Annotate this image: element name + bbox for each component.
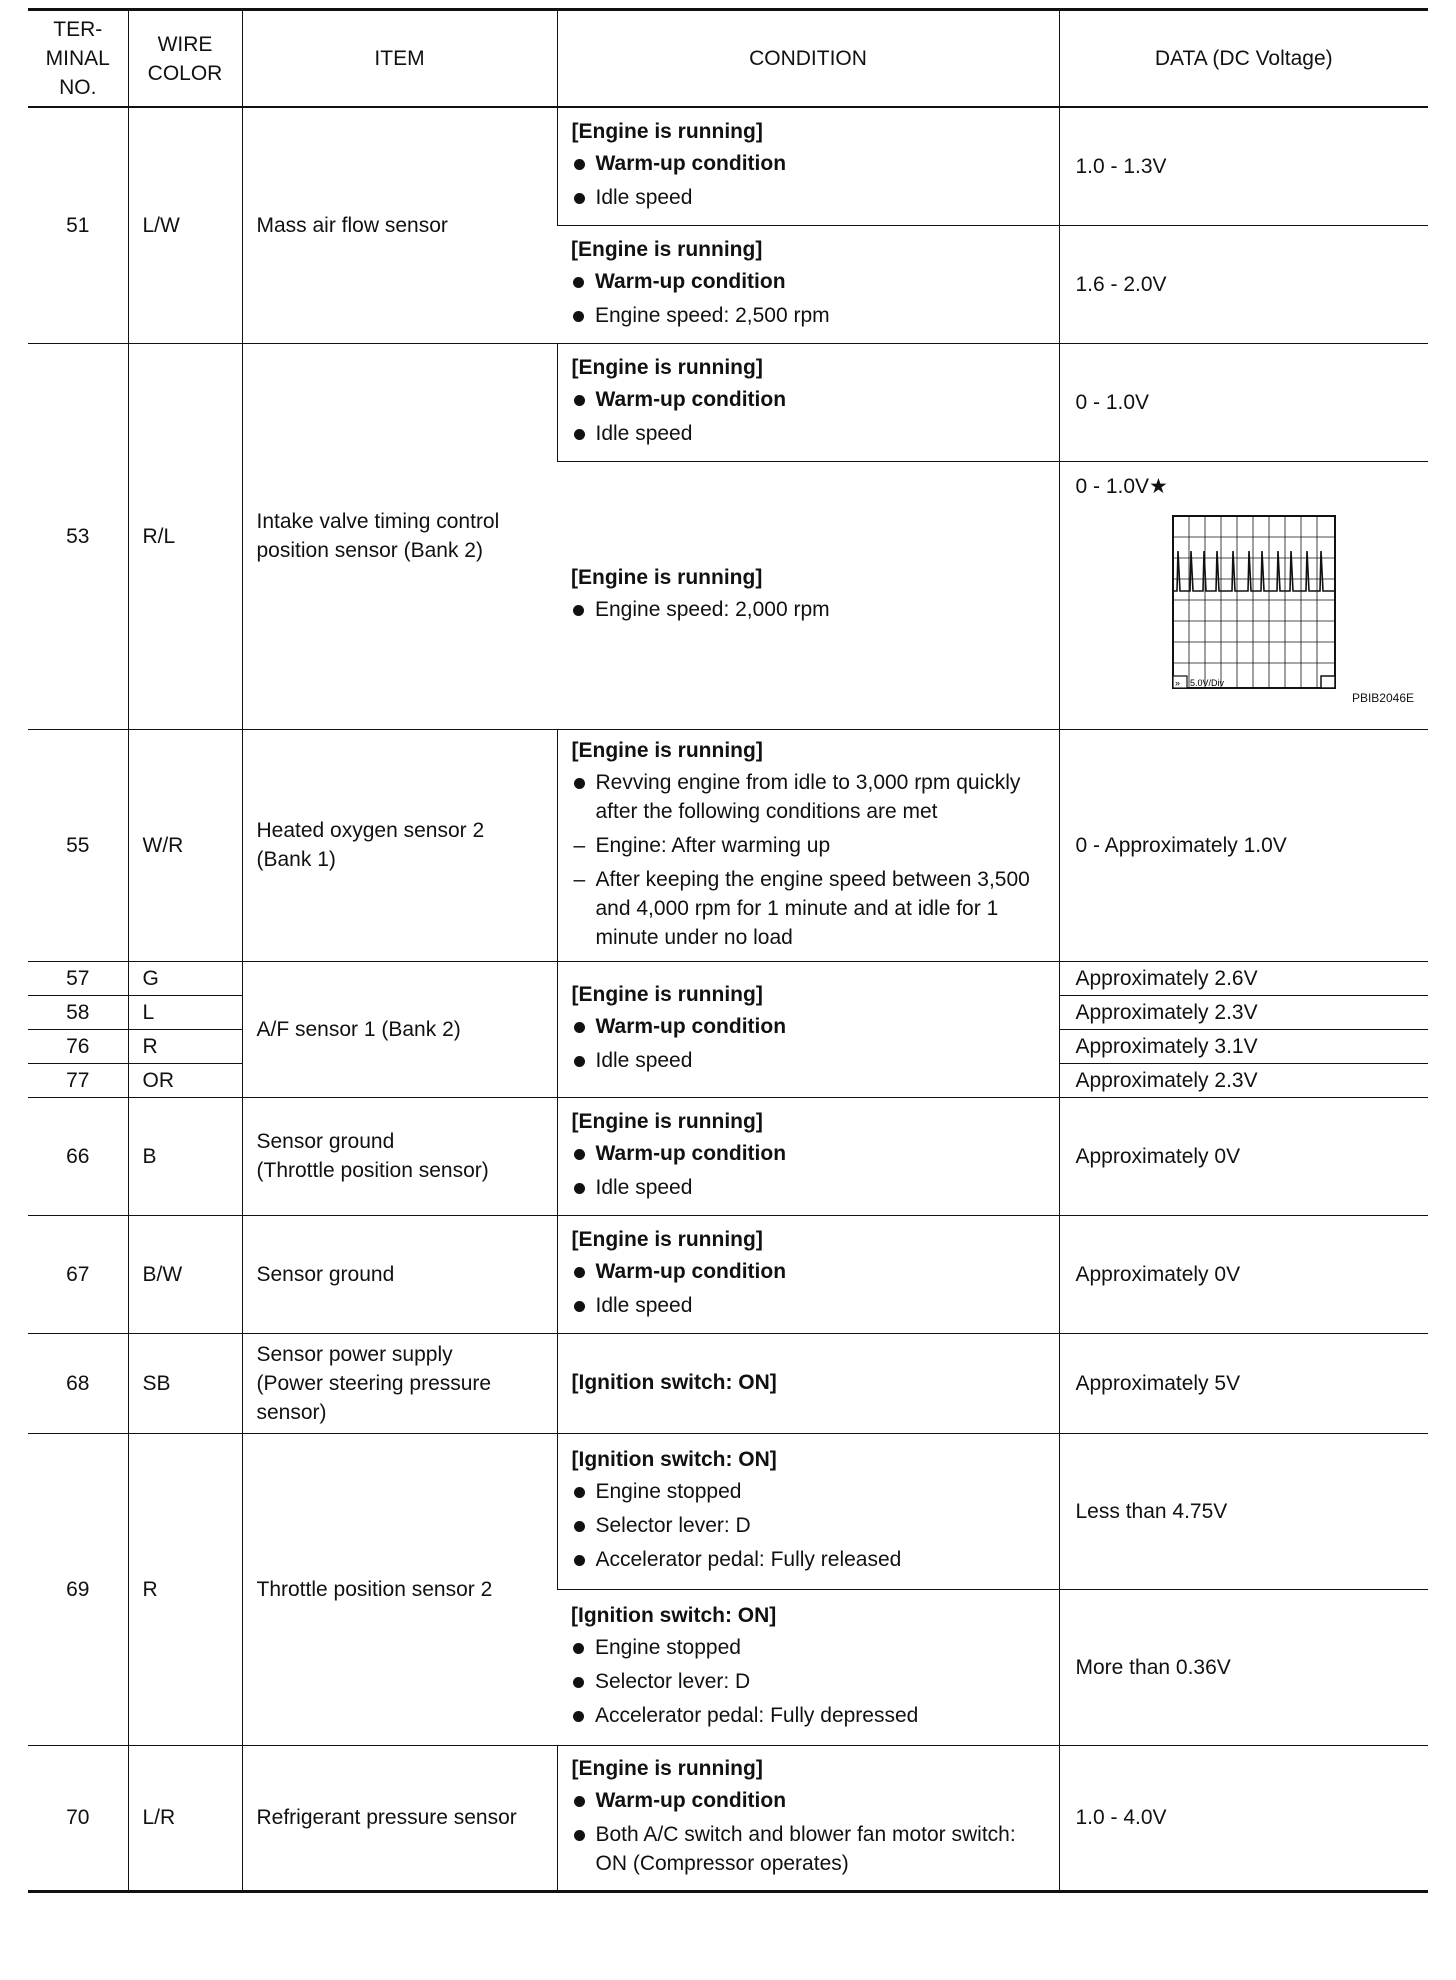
item-name: Refrigerant pressure sensor <box>242 1745 557 1891</box>
list-item <box>572 1139 1045 1168</box>
list-item <box>571 1667 1045 1696</box>
bullet-icon <box>574 1149 585 1160</box>
bullet-icon <box>573 1677 584 1688</box>
ecm-terminal-table-page <box>28 8 1428 1893</box>
list-item <box>572 419 1045 448</box>
condition-cell <box>557 961 1059 1097</box>
item-line: (Power steering pressure <box>256 1371 492 1395</box>
condition-header: [Engine is running] <box>571 238 763 261</box>
data-cell-with-waveform <box>1059 461 1428 729</box>
wire-color: L <box>128 995 242 1029</box>
terminal-number: 76 <box>28 1029 128 1063</box>
data-voltage: Approximately 0V <box>1059 1215 1428 1333</box>
wire-color: L/R <box>128 1745 242 1891</box>
data-voltage: 1.0 - 1.3V <box>1059 107 1428 225</box>
data-voltage: 1.0 - 4.0V <box>1059 1745 1428 1891</box>
condition-header: [Engine is running] <box>571 356 763 379</box>
condition-text: Engine speed: 2,500 rpm <box>595 304 830 327</box>
item-name: Sensor ground <box>242 1215 557 1333</box>
table-header-row <box>28 10 1428 108</box>
condition-text: Warm-up condition <box>595 152 787 176</box>
list-item <box>572 385 1045 414</box>
condition-cell <box>557 1589 1059 1745</box>
terminal-number: 70 <box>28 1745 128 1891</box>
table-row <box>28 1433 1428 1589</box>
list-item <box>571 1701 1045 1730</box>
figure-code: PBIB2046E <box>1351 690 1414 705</box>
list-item <box>572 1257 1045 1286</box>
item-line: sensor) <box>256 1400 327 1424</box>
list-item <box>572 1820 1045 1878</box>
table-row <box>28 1333 1428 1433</box>
list-item <box>571 1633 1045 1662</box>
condition-header: [Engine is running] <box>571 1228 763 1251</box>
condition-text: Both A/C switch and blower fan motor switch: ON (Compressor operates) <box>595 1823 1016 1875</box>
list-item <box>572 1291 1045 1320</box>
condition-header: [Ignition switch: ON] <box>571 1371 777 1394</box>
item-name: Intake valve timing control position sensor (Bank 2) <box>242 343 557 729</box>
bullet-icon <box>573 1711 584 1722</box>
terminal-number: 51 <box>28 107 128 343</box>
data-voltage: Approximately 0V <box>1059 1097 1428 1215</box>
condition-cell <box>557 1097 1059 1215</box>
condition-cell <box>557 1215 1059 1333</box>
table-row <box>28 729 1428 961</box>
terminal-number: 57 <box>28 961 128 995</box>
condition-text: Warm-up condition <box>595 1789 787 1812</box>
list-item <box>572 831 1045 860</box>
condition-cell <box>557 729 1059 961</box>
condition-text: Selector lever: D <box>595 1514 751 1537</box>
bullet-icon <box>574 1487 585 1498</box>
list-item <box>572 183 1045 212</box>
condition-header: [Engine is running] <box>571 566 763 589</box>
bullet-icon <box>574 429 585 440</box>
condition-text: Revving engine from idle to 3,000 rpm quickly after the following conditions are met <box>595 770 1021 823</box>
terminal-number: 69 <box>28 1433 128 1745</box>
list-item <box>571 595 1045 624</box>
condition-header: [Engine is running] <box>571 1110 763 1133</box>
condition-text: Engine: After warming up <box>595 833 831 857</box>
data-voltage: 0 - 1.0V <box>1059 343 1428 461</box>
condition-text: Warm-up condition <box>595 270 786 293</box>
condition-text: Accelerator pedal: Fully depressed <box>595 1704 919 1727</box>
dash-icon: – <box>573 867 586 891</box>
bullet-icon <box>574 1521 585 1532</box>
condition-text: After keeping the engine speed between 3,500 and 4,000 rpm for 1 minute and at idle for 1 minute under no load <box>595 867 1030 949</box>
condition-cell <box>557 107 1059 225</box>
terminal-number: 66 <box>28 1097 128 1215</box>
terminal-number: 53 <box>28 343 128 729</box>
bullet-icon <box>574 1183 585 1194</box>
scope-corner-box <box>1321 676 1335 688</box>
bullet-icon <box>573 1643 584 1654</box>
condition-cell <box>557 1333 1059 1433</box>
wire-color: B/W <box>128 1215 242 1333</box>
data-voltage: Approximately 2.3V <box>1059 1063 1428 1097</box>
list-item <box>571 267 1045 296</box>
item-name: Heated oxygen sensor 2 (Bank 1) <box>242 729 557 961</box>
oscilloscope-waveform <box>1076 511 1415 711</box>
data-voltage: 1.6 - 2.0V <box>1059 225 1428 343</box>
condition-header: [Ignition switch: ON] <box>571 1604 777 1627</box>
item-name: Throttle position sensor 2 <box>242 1433 557 1745</box>
table-row <box>28 1097 1428 1215</box>
data-voltage: Approximately 3.1V <box>1059 1029 1428 1063</box>
terminal-number: 55 <box>28 729 128 961</box>
condition-text: Engine stopped <box>595 1480 742 1503</box>
condition-text: Idle speed <box>595 422 693 445</box>
condition-cell <box>557 461 1059 729</box>
item-line: Sensor ground <box>256 1130 395 1153</box>
bullet-icon <box>574 193 585 204</box>
data-voltage: Less than 4.75V <box>1059 1433 1428 1589</box>
condition-header: [Engine is running] <box>571 983 763 1006</box>
item-name: A/F sensor 1 (Bank 2) <box>242 961 557 1097</box>
bullet-icon <box>574 1267 585 1278</box>
bullet-icon <box>574 1056 585 1067</box>
wire-color: W/R <box>128 729 242 961</box>
list-item <box>572 1511 1045 1540</box>
wire-color: SB <box>128 1333 242 1433</box>
scope-frame <box>1173 516 1335 688</box>
bullet-icon <box>574 1022 585 1033</box>
list-item <box>572 1477 1045 1506</box>
channel-arrow-icon: » <box>1174 677 1180 688</box>
header-wire-color: WIRE COLOR <box>128 10 242 108</box>
list-item <box>572 1786 1045 1815</box>
item-name <box>242 1097 557 1215</box>
bullet-icon <box>573 277 584 288</box>
data-voltage: Approximately 5V <box>1059 1333 1428 1433</box>
table-row <box>28 343 1428 461</box>
condition-text: Idle speed <box>595 1176 693 1199</box>
terminal-number: 68 <box>28 1333 128 1433</box>
condition-text: Idle speed <box>595 1049 693 1072</box>
bullet-icon <box>574 1796 585 1807</box>
bullet-icon <box>573 311 584 322</box>
bullet-icon <box>574 395 585 406</box>
data-voltage: More than 0.36V <box>1059 1589 1428 1745</box>
condition-header: [Engine is running] <box>571 120 763 144</box>
header-item: ITEM <box>242 10 557 108</box>
terminal-reference-table <box>28 8 1428 1893</box>
condition-text: Engine speed: 2,000 rpm <box>595 598 830 621</box>
terminal-number: 58 <box>28 995 128 1029</box>
bullet-icon <box>573 605 584 616</box>
terminal-number: 77 <box>28 1063 128 1097</box>
item-line: (Throttle position sensor) <box>256 1159 489 1182</box>
condition-header: [Engine is running] <box>571 738 763 762</box>
condition-text: Warm-up condition <box>595 1142 787 1165</box>
list-item <box>571 301 1045 330</box>
header-terminal: TER-MINAL NO. <box>28 10 128 108</box>
scope-scale-label: 5.0V/Div <box>1189 677 1224 688</box>
condition-text: Selector lever: D <box>595 1670 751 1693</box>
bullet-icon <box>574 778 585 789</box>
wire-color: L/W <box>128 107 242 343</box>
data-voltage: 0 - 1.0V★ <box>1075 474 1168 498</box>
bullet-icon <box>574 1830 585 1841</box>
wire-color: R <box>128 1433 242 1745</box>
table-row <box>28 961 1428 995</box>
condition-text: Idle speed <box>595 1294 693 1317</box>
condition-text: Warm-up condition <box>595 1015 787 1038</box>
header-data: DATA (DC Voltage) <box>1059 10 1428 108</box>
item-name <box>242 1333 557 1433</box>
condition-text: Idle speed <box>595 186 693 210</box>
table-row <box>28 1745 1428 1891</box>
list-item <box>572 1545 1045 1574</box>
condition-text: Engine stopped <box>595 1636 741 1659</box>
list-item <box>572 1012 1045 1041</box>
wire-color: R/L <box>128 343 242 729</box>
condition-text: Accelerator pedal: Fully released <box>595 1548 902 1571</box>
item-line: Sensor power supply <box>256 1342 453 1366</box>
waveform-chart <box>1172 515 1336 695</box>
condition-cell <box>557 1745 1059 1891</box>
condition-header: [Engine is running] <box>571 1757 763 1780</box>
data-voltage: Approximately 2.3V <box>1059 995 1428 1029</box>
bullet-icon <box>574 159 585 170</box>
terminal-number: 67 <box>28 1215 128 1333</box>
table-row <box>28 107 1428 225</box>
data-voltage: Approximately 2.6V <box>1059 961 1428 995</box>
bullet-icon <box>574 1555 585 1566</box>
condition-cell <box>557 343 1059 461</box>
list-item <box>572 1173 1045 1202</box>
wire-color: B <box>128 1097 242 1215</box>
condition-header: [Ignition switch: ON] <box>571 1448 777 1471</box>
list-item <box>572 768 1045 826</box>
bullet-icon <box>574 1301 585 1312</box>
item-name: Mass air flow sensor <box>242 107 557 343</box>
header-condition: CONDITION <box>557 10 1059 108</box>
list-item <box>572 1046 1045 1075</box>
list-item <box>572 149 1045 178</box>
condition-cell <box>557 225 1059 343</box>
wire-color: R <box>128 1029 242 1063</box>
condition-text: Warm-up condition <box>595 388 787 411</box>
list-item <box>572 865 1045 952</box>
wire-color: G <box>128 961 242 995</box>
dash-icon: – <box>573 833 586 857</box>
wire-color: OR <box>128 1063 242 1097</box>
condition-text: Warm-up condition <box>595 1260 787 1283</box>
condition-cell <box>557 1433 1059 1589</box>
data-voltage: 0 - Approximately 1.0V <box>1059 729 1428 961</box>
table-row <box>28 1215 1428 1333</box>
